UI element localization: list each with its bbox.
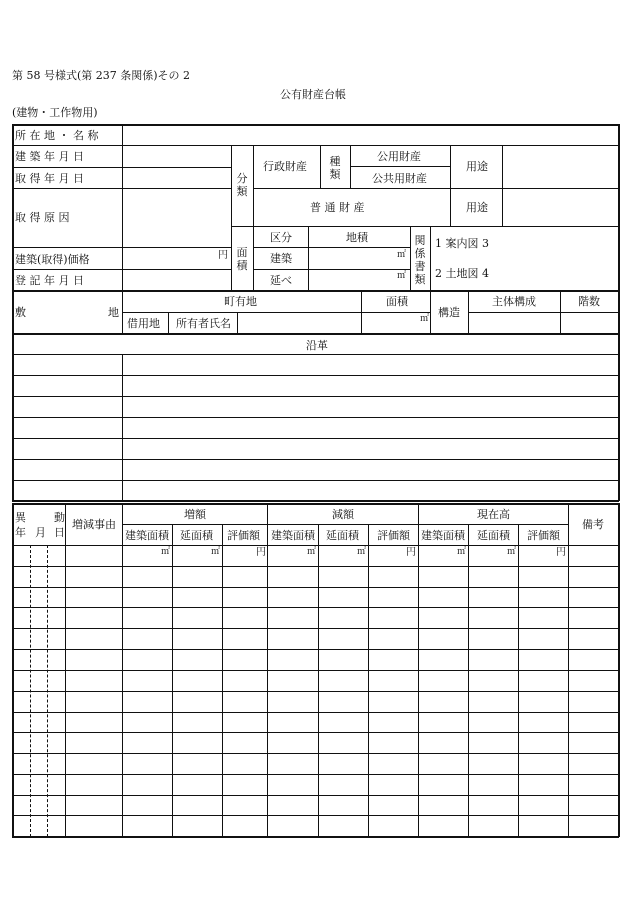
label-kind: 種類 <box>329 155 341 181</box>
unit-m2: ㎡ <box>457 547 467 557</box>
col-build-area: 建築面積 <box>271 529 315 542</box>
col-valuation: 評価額 <box>527 529 560 542</box>
label-reason: 増減事由 <box>72 518 116 531</box>
label-classification: 分類 <box>236 172 248 198</box>
label-town-owned: 町有地 <box>224 295 257 308</box>
m2-unit: ㎡ <box>397 271 407 281</box>
label-current: 現在高 <box>477 508 510 521</box>
label-site-area: 面積 <box>386 295 408 308</box>
label-koyo: 公用財産 <box>377 150 421 163</box>
label-change-1: 異 <box>15 511 26 524</box>
col-valuation: 評価額 <box>227 529 260 542</box>
col-floor-area: 延面積 <box>326 529 359 542</box>
doc-line-2: 2 土地図 4 <box>435 267 489 280</box>
label-area: 面積 <box>236 246 248 272</box>
subtitle: (建物・工作物用) <box>12 106 98 119</box>
label-structure: 構造 <box>438 306 460 319</box>
label-history: 沿革 <box>306 339 328 352</box>
label-nobe: 延べ <box>270 274 292 287</box>
m2-unit: ㎡ <box>420 314 430 324</box>
label-related-docs: 関係書類 <box>414 234 426 286</box>
label-register-date: 登 記 年 月 日 <box>15 274 84 287</box>
label-kokyoyo: 公共用財産 <box>372 172 427 185</box>
page-title: 公有財産台帳 <box>280 88 346 101</box>
yen-unit: 円 <box>218 250 228 261</box>
label-kenchiku: 建築 <box>270 252 292 265</box>
label-leased: 借用地 <box>127 317 160 330</box>
site-label-left: 敷 <box>15 306 26 319</box>
col-floor-area: 延面積 <box>477 529 510 542</box>
label-owner: 所有者氏名 <box>176 317 231 330</box>
label-youto-2: 用途 <box>466 201 488 214</box>
label-chiseki: 地積 <box>346 231 368 244</box>
col-floor-area: 延面積 <box>180 529 213 542</box>
form-number: 第 58 号様式(第 237 条関係)その 2 <box>12 69 191 82</box>
label-remarks: 備考 <box>582 518 604 531</box>
unit-m2: ㎡ <box>307 547 317 557</box>
label-build-price: 建築(取得)価格 <box>15 253 90 266</box>
label-acquire-date: 取 得 年 月 日 <box>15 172 84 185</box>
unit-m2: ㎡ <box>211 547 221 557</box>
col-build-area: 建築面積 <box>125 529 169 542</box>
unit-yen: 円 <box>406 547 416 558</box>
col-valuation: 評価額 <box>377 529 410 542</box>
doc-line-1: 1 案内図 3 <box>435 237 489 250</box>
unit-m2: ㎡ <box>161 547 171 557</box>
label-decrease: 減額 <box>332 508 354 521</box>
label-acquire-reason: 取 得 原 因 <box>15 211 70 224</box>
label-month: 月 <box>35 526 46 539</box>
unit-yen: 円 <box>556 547 566 558</box>
unit-m2: ㎡ <box>507 547 517 557</box>
label-year: 年 <box>15 526 26 539</box>
label-increase: 増額 <box>184 508 206 521</box>
col-build-area: 建築面積 <box>421 529 465 542</box>
m2-unit: ㎡ <box>397 250 407 260</box>
label-day: 日 <box>54 526 65 539</box>
unit-m2: ㎡ <box>357 547 367 557</box>
site-label-right: 地 <box>108 306 119 319</box>
label-futsu: 普 通 財 産 <box>310 201 365 214</box>
label-floors: 階数 <box>578 295 600 308</box>
label-build-date: 建 築 年 月 日 <box>15 150 84 163</box>
label-kubun: 区分 <box>270 231 292 244</box>
label-main-struct: 主体構成 <box>492 295 536 308</box>
label-youto-1: 用途 <box>466 160 488 173</box>
label-location-name: 所 在 地 ・ 名 称 <box>15 129 99 142</box>
label-change-2: 動 <box>54 511 65 524</box>
label-gyosei: 行政財産 <box>263 160 307 173</box>
unit-yen: 円 <box>256 547 266 558</box>
